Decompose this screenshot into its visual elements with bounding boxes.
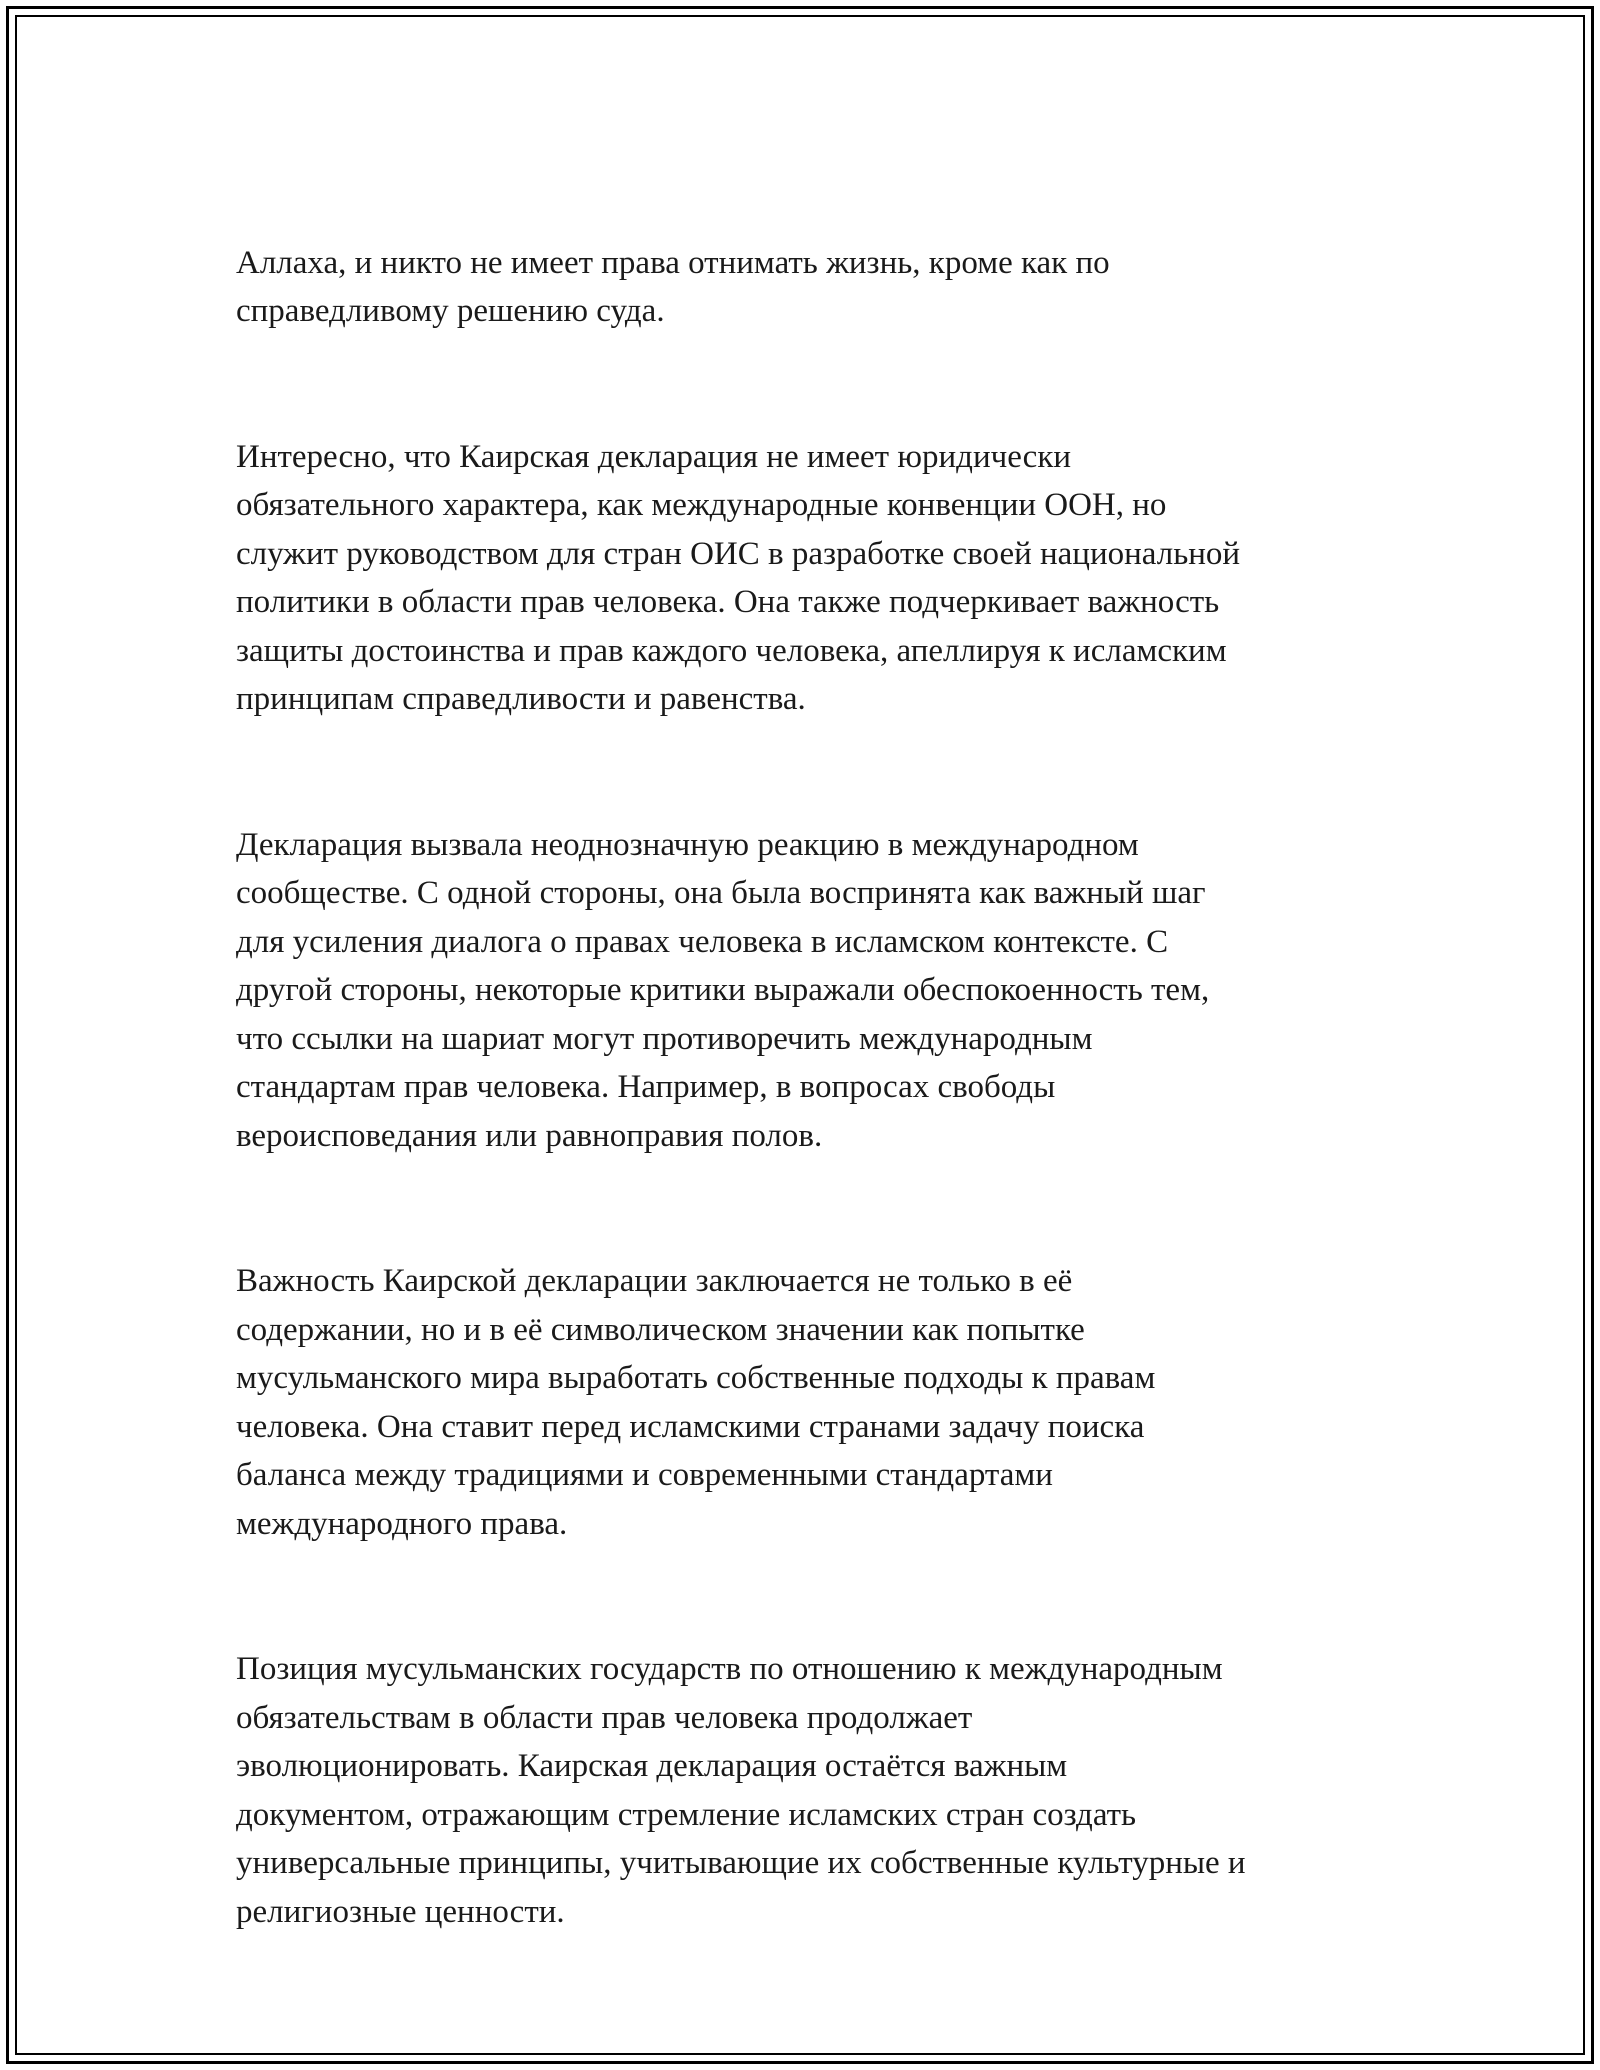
- paragraph-2: Интересно, что Каирская декларация не имеет юридически обязательного характера, как международные конвенции ООН, но служит руководством для стран ОИС в разработке своей национальной политики в области прав человека. Она также подчеркивает важность защиты достоинства и прав каждого человека, апеллируя к исламским принципам справедливости и равенства.: [236, 438, 1241, 717]
- paragraph-1: Аллаха, и никто не имеет права отнимать жизнь, кроме как по справедливому решению суда.: [236, 244, 1110, 329]
- paragraph-5: Позиция мусульманских государств по отношению к международным обязательствам в области прав человека продолжает эволюционировать. Каирская декларация остаётся важным документом, отражающим стремление исламских стран создать универсальные принципы, учитывающие их собственные культурные и религиозные ценности.: [236, 1651, 1246, 1930]
- document-body: [236, 190, 1386, 2033]
- paragraph-3: Декларация вызвала неоднозначную реакцию в международном сообществе. С одной стороны, она была воспринята как важный шаг для усиления диалога о правах человека в исламском контексте. С другой стороны, некоторые критики выражали обеспокоенность тем, что ссылки на шариат могут противоречить международным стандартам прав человека. Например, в вопросах свободы вероисповедания или равноправия полов.: [236, 826, 1210, 1154]
- paragraph-4: Важность Каирской декларации заключается не только в её содержании, но и в её символическом значении как попытке мусульманского мира выработать собственные подходы к правам человека. Она ставит перед исламскими странами задачу поиска баланса между традициями и современными стандартами международного права.: [236, 1263, 1156, 1542]
